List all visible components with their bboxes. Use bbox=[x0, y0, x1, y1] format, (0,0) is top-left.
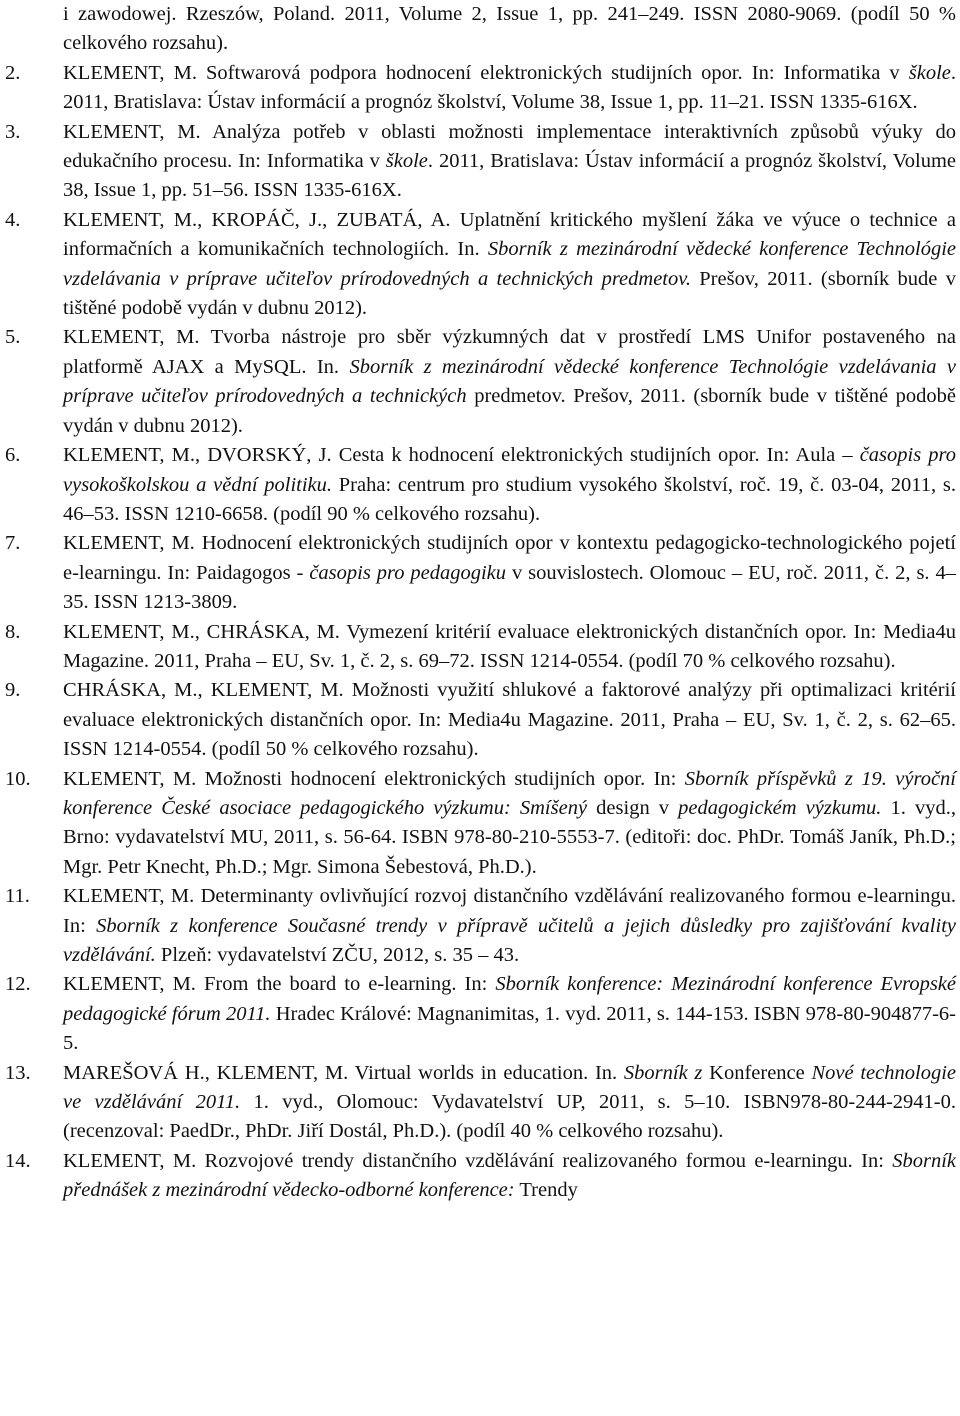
reference-number: 13. bbox=[5, 1061, 31, 1084]
reference-number: 9. bbox=[5, 679, 21, 702]
reference-item bbox=[5, 1147, 956, 1206]
reference-number: 3. bbox=[5, 120, 21, 143]
reference-number: 2. bbox=[5, 61, 21, 84]
reference-item bbox=[5, 529, 956, 617]
italic-text: Sborník z bbox=[623, 1061, 703, 1084]
reference-text: KLEMENT, M. From the board to e-learning. In: bbox=[63, 973, 496, 996]
reference-text: design v bbox=[587, 796, 679, 819]
reference-item bbox=[5, 882, 956, 970]
reference-item bbox=[5, 323, 956, 441]
reference-text: 1. vyd., Olomouc: Vydavatelství UP, 2011, s. 5–10. ISBN978-80-244-2941-0. (recenzoval: PaedDr., PhDr. Jiří Dostál, Ph.D.). (podíl 40 % celkového rozsahu). bbox=[63, 1091, 957, 1143]
reference-number: 6. bbox=[5, 444, 21, 467]
reference-item bbox=[5, 765, 956, 883]
reference-continuation bbox=[63, 0, 956, 59]
reference-text: KLEMENT, M. Možnosti hodnocení elektronických studijních opor. In: bbox=[63, 767, 685, 790]
reference-text: KLEMENT, M., CHRÁSKA, M. Vymezení kritérií evaluace elektronických distančních opor. In: Media4u Magazine. 2011, Praha – EU, Sv. 1, č. 2, s. 69–72. ISSN 1214-0554. (podíl 70 % celkového rozsahu). bbox=[63, 620, 956, 672]
italic-text: Sborník přednášek z mezinárodní vědecko-odborné konference: bbox=[63, 1149, 956, 1202]
reference-text: predmetov. Prešov, 2011. (sborník bude v tištěné podobě vydán v dubnu 2012). bbox=[63, 385, 956, 437]
reference-text: Plzeň: vydavatelství ZČU, 2012, s. 35 – 43. bbox=[155, 944, 520, 966]
reference-list bbox=[0, 59, 960, 1206]
italic-text: škole bbox=[908, 61, 951, 84]
reference-number: 5. bbox=[5, 326, 21, 349]
reference-text: Praha: centrum pro studium vysokého školství, roč. 19, č. 03-04, 2011, s. 46–53. ISSN 1210-6658. (podíl 90 % celkového rozsahu). bbox=[63, 473, 956, 525]
reference-text: KLEMENT, M. Tvorba nástroje pro sběr výzkumných dat v prostředí LMS Unifor postaveného na platformě AJAX a MySQL. In. bbox=[63, 326, 956, 378]
italic-text: Nové technologie ve vzdělávání 2011. bbox=[63, 1061, 956, 1114]
reference-number: 7. bbox=[5, 532, 21, 555]
italic-text: Sborník z mezinárodní vědecké konference Technológie vzdelávania v príprave učiteľov prírodovedných a technických bbox=[63, 355, 956, 408]
reference-text: . 2011, Bratislava: Ústav informácií a prognóz školství, Volume 38, Issue 1, pp. 11–21. ISSN 1335-616X. bbox=[63, 61, 956, 114]
reference-text: i zawodowej. Rzeszów, Poland. 2011, Volume 2, Issue 1, pp. 241–249. ISSN 2080-9069. (podíl 50 % celkového rozsahu). bbox=[63, 3, 956, 55]
reference-text: KLEMENT, M. Analýza potřeb v oblasti možnosti implementace interaktivních způsobů výuky do edukačního procesu. In: Informatika v bbox=[63, 120, 956, 173]
reference-text: KLEMENT, M. Rozvojové trendy distančního vzdělávání realizovaného formou e-learningu. In: bbox=[63, 1149, 893, 1172]
italic-text: Sborník příspěvků z 19. výroční konference České asociace pedagogického výzkumu: Smíšený bbox=[63, 767, 956, 819]
reference-number: 11. bbox=[5, 885, 30, 908]
reference-text: KLEMENT, M., DVORSKÝ, J. Cesta k hodnocení elektronických studijních opor. In: Aula – bbox=[63, 444, 860, 467]
reference-text: KLEMENT, M., KROPÁČ, J., ZUBATÁ, A. Uplatnění kritického myšlení žáka ve výuce o technice a informačních a komunikačních technologiích. In. bbox=[63, 208, 956, 261]
reference-item bbox=[5, 1059, 957, 1147]
reference-text: Hradec Králové: Magnanimitas, 1. vyd. 2011, s. 144-153. ISBN 978-80-904877-6-5. bbox=[63, 1002, 956, 1055]
reference-text: v souvislostech. Olomouc – EU, roč. 2011, č. 2, s. 4–35. ISSN 1213-3809. bbox=[63, 561, 956, 614]
reference-item bbox=[5, 970, 956, 1058]
reference-item bbox=[5, 441, 956, 529]
italic-text: Sborník konference: Mezinárodní konference Evropské pedagogické fórum 2011. bbox=[63, 973, 956, 1025]
italic-text: škole bbox=[385, 150, 428, 173]
reference-item bbox=[5, 618, 956, 677]
reference-item bbox=[5, 676, 956, 764]
reference-text: CHRÁSKA, M., KLEMENT, M. Možnosti využití shlukové a faktorové analýzy při optimalizaci kritérií evaluace elektronických distančních opor. In: Media4u Magazine. 2011, Praha – EU, Sv. 1, č. 2, s. 62–65. ISSN 1214-0554. (podíl 50 % celkového rozsahu). bbox=[63, 679, 956, 761]
reference-text: . 2011, Bratislava: Ústav informácií a prognóz školství, Volume 38, Issue 1, pp. 51–56. ISSN 1335-616X. bbox=[63, 150, 956, 202]
reference-text: Konference bbox=[702, 1061, 812, 1084]
reference-number: 10. bbox=[5, 767, 31, 790]
reference-item bbox=[5, 59, 956, 118]
reference-number: 4. bbox=[5, 208, 21, 231]
italic-text: Sborník z mezinárodní vědecké konference Technológie vzdelávania v príprave učiteľov prírodovedných a technických predmetov. bbox=[63, 238, 956, 290]
italic-text: Sborník z konference Současné trendy v přípravě učitelů a jejich důsledky pro zajišťování kvality vzdělávání. bbox=[63, 914, 956, 966]
italic-text: časopis pro vysokoškolskou a vědní politiku. bbox=[63, 444, 956, 496]
reference-item bbox=[5, 206, 956, 324]
reference-number: 14. bbox=[5, 1149, 31, 1172]
reference-text: Prešov, 2011. (sborník bude v tištěné podobě vydán v dubnu 2012). bbox=[63, 267, 956, 320]
reference-text: 1. vyd., Brno: vydavatelství MU, 2011, s. 56-64. ISBN 978-80-210-5553-7. (editoři: doc. PhDr. Tomáš Janík, Ph.D.; Mgr. Petr Knecht, Ph.D.; Mgr. Simona Šebestová, Ph.D.). bbox=[63, 796, 956, 878]
reference-text: KLEMENT, M. Determinanty ovlivňující rozvoj distančního vzdělávání realizovaného formou e-learningu. In: bbox=[63, 885, 956, 937]
italic-text: časopis pro pedagogiku bbox=[309, 561, 507, 584]
reference-text: MAREŠOVÁ H., KLEMENT, M. Virtual worlds in education. In. bbox=[63, 1061, 624, 1084]
reference-text: Trendy bbox=[514, 1179, 578, 1202]
italic-text: pedagogickém výzkumu. bbox=[678, 796, 882, 819]
reference-number: 12. bbox=[5, 973, 31, 996]
reference-number: 8. bbox=[5, 620, 21, 643]
reference-text: KLEMENT, M. Softwarová podpora hodnocení elektronických studijních opor. In: Informatika v bbox=[63, 61, 909, 84]
reference-item bbox=[5, 118, 956, 206]
reference-text: KLEMENT, M. Hodnocení elektronických studijních opor v kontextu pedagogicko-technologického pojetí e-learningu. In: Paidagogos - bbox=[63, 532, 956, 584]
